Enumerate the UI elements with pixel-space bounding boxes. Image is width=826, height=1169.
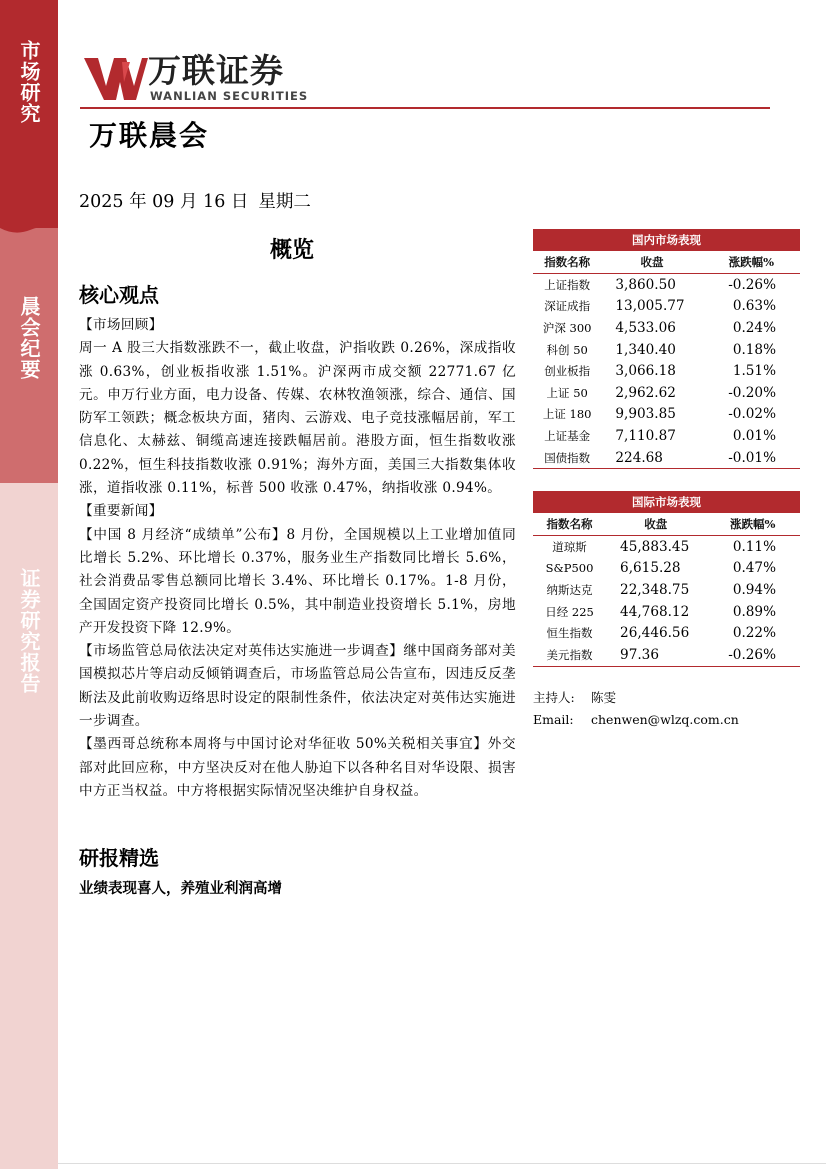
column-header: 涨跌幅% [703, 251, 800, 274]
close-value: 7,110.87 [615, 427, 676, 444]
change-pct: -0.26% [705, 644, 800, 666]
change-pct: 0.94% [732, 581, 776, 598]
index-name: 上证基金 [544, 428, 591, 443]
report-title: 万联晨会 [89, 119, 210, 152]
close-value: 44,768.12 [620, 603, 690, 620]
table-row [533, 622, 800, 644]
news-text: 继中国商务部对美国模拟芯片等启动反倾销调查后，市场监管总局公告宣布，因违反反垄断法及此前收购迈络思时设定的限制性条件，依法决定对英伟达实施进一步调查。 [79, 643, 516, 730]
change-pct: 0.63% [732, 298, 776, 315]
sidebar-label-research-report: 证券研究报告 [17, 568, 41, 694]
close-value: 13,005.77 [615, 298, 685, 315]
sidebar-label-market-research: 市场研究 [17, 40, 41, 124]
close-value: 224.68 [601, 447, 702, 469]
change-pct: -0.02% [728, 406, 776, 423]
index-name: 深证成指 [544, 299, 591, 314]
close-value: 6,615.28 [620, 560, 681, 577]
overview-title: 概览 [270, 237, 315, 263]
table-row [533, 317, 800, 339]
news-headline: 【墨西哥总统称本周将与中国讨论对华征收 50%关税相关事宜】 [79, 736, 488, 753]
research-heading: 研报精选 [79, 846, 159, 870]
host-label: 主持人: [533, 690, 575, 705]
host-name: 陈雯 [591, 690, 617, 705]
change-pct: 1.51% [732, 363, 776, 380]
logo-name-en: WANLIAN SECURITIES [150, 89, 309, 103]
host-line [533, 689, 616, 707]
index-name: 创业板指 [544, 364, 591, 379]
table-row [533, 296, 800, 318]
table-row [533, 274, 800, 296]
close-value: 26,446.56 [620, 625, 690, 642]
close-value: 45,883.45 [620, 538, 690, 555]
sidebar-wave-divider [0, 222, 58, 238]
left-sidebar [0, 0, 58, 1169]
index-name: 沪深 300 [542, 320, 592, 335]
change-pct: 0.89% [732, 603, 776, 620]
index-name: S&P500 [545, 561, 594, 576]
close-value: 22,348.75 [620, 581, 690, 598]
market-review-label: 【市场回顾】 [79, 317, 163, 333]
change-pct: -0.26% [728, 276, 776, 293]
news-text: 外交部对此回应称，中方坚决反对在他人胁迫下以各种名目对华设限、损害中方正当权益。中方将根据实际情况坚决维护自身权益。 [79, 736, 516, 799]
table-row [533, 601, 800, 623]
core-views-heading: 核心观点 [79, 283, 159, 307]
international-market-table [533, 491, 800, 667]
close-value: 2,962.62 [615, 384, 676, 401]
table-row [533, 644, 800, 666]
change-pct: -0.01% [703, 447, 800, 469]
column-header: 指数名称 [533, 251, 601, 274]
index-name: 道琼斯 [552, 539, 587, 554]
column-header: 收盘 [606, 513, 705, 536]
column-header: 指数名称 [533, 513, 606, 536]
close-value: 9,903.85 [615, 406, 676, 423]
report-date-value: 2025 年 09 月 16 日 [79, 192, 249, 212]
news-item [79, 640, 516, 733]
change-pct: 0.18% [732, 341, 776, 358]
news-item [79, 733, 516, 803]
change-pct: 0.47% [732, 560, 776, 577]
header-rule [80, 107, 770, 109]
index-name: 科创 50 [546, 342, 588, 357]
news-item [79, 524, 516, 640]
index-name: 日经 225 [545, 604, 594, 619]
market-review-text: 周一 A 股三大指数涨跌不一，截止收盘，沪指收跌 0.26%，深成指收涨 0.63%，创业板指收涨 1.51%。沪深两市成交额 22771.67 亿元。申万行业方面，电力设备、传媒、农林牧渔领涨，综合、通信、国防军工领跌；概念板块方面，猪肉、云游戏、电子竞技涨幅居前，军工信息化、太赫兹、铜缆高速连接跌幅居前。港股方面，恒生指数收涨 0.22%，恒生科技指数收涨 0.91%；海外方面，美国三大指数集体收涨，道指收涨 0.11%，标普 500 收涨 0.47%，纳指收涨 0.94%。 [79, 340, 516, 497]
table-row [533, 536, 800, 558]
page-bottom-rule [58, 1163, 826, 1164]
index-name: 恒生指数 [546, 626, 593, 641]
table-row [533, 579, 800, 601]
news-headline: 【市场监管总局依法决定对英伟达实施进一步调查】 [79, 643, 404, 660]
report-weekday: 星期二 [258, 192, 311, 212]
table-row [533, 382, 800, 404]
close-value: 1,340.40 [615, 341, 676, 358]
report-date [79, 191, 321, 213]
table-row [533, 447, 800, 469]
index-name: 上证 180 [542, 407, 592, 422]
logo-name-cn: 万联证券 [148, 51, 284, 90]
table-row [533, 558, 800, 580]
email-address: chenwen@wlzq.com.cn [591, 712, 739, 727]
index-name: 国债指数 [533, 447, 601, 469]
index-name: 上证指数 [544, 277, 591, 292]
close-value: 4,533.06 [615, 319, 676, 336]
domestic-table-title: 国内市场表现 [533, 229, 800, 251]
intl-table-title: 国际市场表现 [533, 491, 800, 513]
change-pct: 0.11% [732, 538, 776, 555]
sidebar-label-morning-notes: 晨会纪要 [17, 296, 41, 380]
index-name: 上证 50 [546, 385, 588, 400]
change-pct: 0.24% [732, 319, 776, 336]
index-name: 美元指数 [533, 644, 606, 666]
research-subheading: 业绩表现喜人，养殖业利润高增 [79, 880, 282, 897]
core-views-body [79, 314, 516, 803]
index-name: 纳斯达克 [546, 582, 593, 597]
close-value: 3,860.50 [615, 276, 676, 293]
email-line [533, 711, 739, 729]
close-value: 97.36 [606, 644, 705, 666]
column-header: 涨跌幅% [705, 513, 800, 536]
news-text: 8 月份，全国规模以上工业增加值同比增长 5.2%、环比增长 0.37%，服务业生产指数同比增长 5.6%，社会消费品零售总额同比增长 3.4%、环比增长 0.17%。1-8 月份，全国固定资产投资同比增长 0.5%，其中制造业投资增长 5.1%，房地产开发投资下降 12.9%。 [79, 526, 517, 636]
table-row [533, 404, 800, 426]
change-pct: 0.22% [732, 625, 776, 642]
domestic-market-table [533, 229, 800, 469]
table-row [533, 360, 800, 382]
news-label: 【重要新闻】 [79, 503, 163, 520]
change-pct: 0.01% [732, 427, 776, 444]
change-pct: -0.20% [728, 384, 776, 401]
email-label: Email: [533, 712, 574, 727]
close-value: 3,066.18 [615, 363, 676, 380]
table-row [533, 339, 800, 361]
news-headline: 【中国 8 月经济“成绩单”公布】 [79, 526, 287, 543]
column-header: 收盘 [601, 251, 702, 274]
table-row [533, 425, 800, 447]
